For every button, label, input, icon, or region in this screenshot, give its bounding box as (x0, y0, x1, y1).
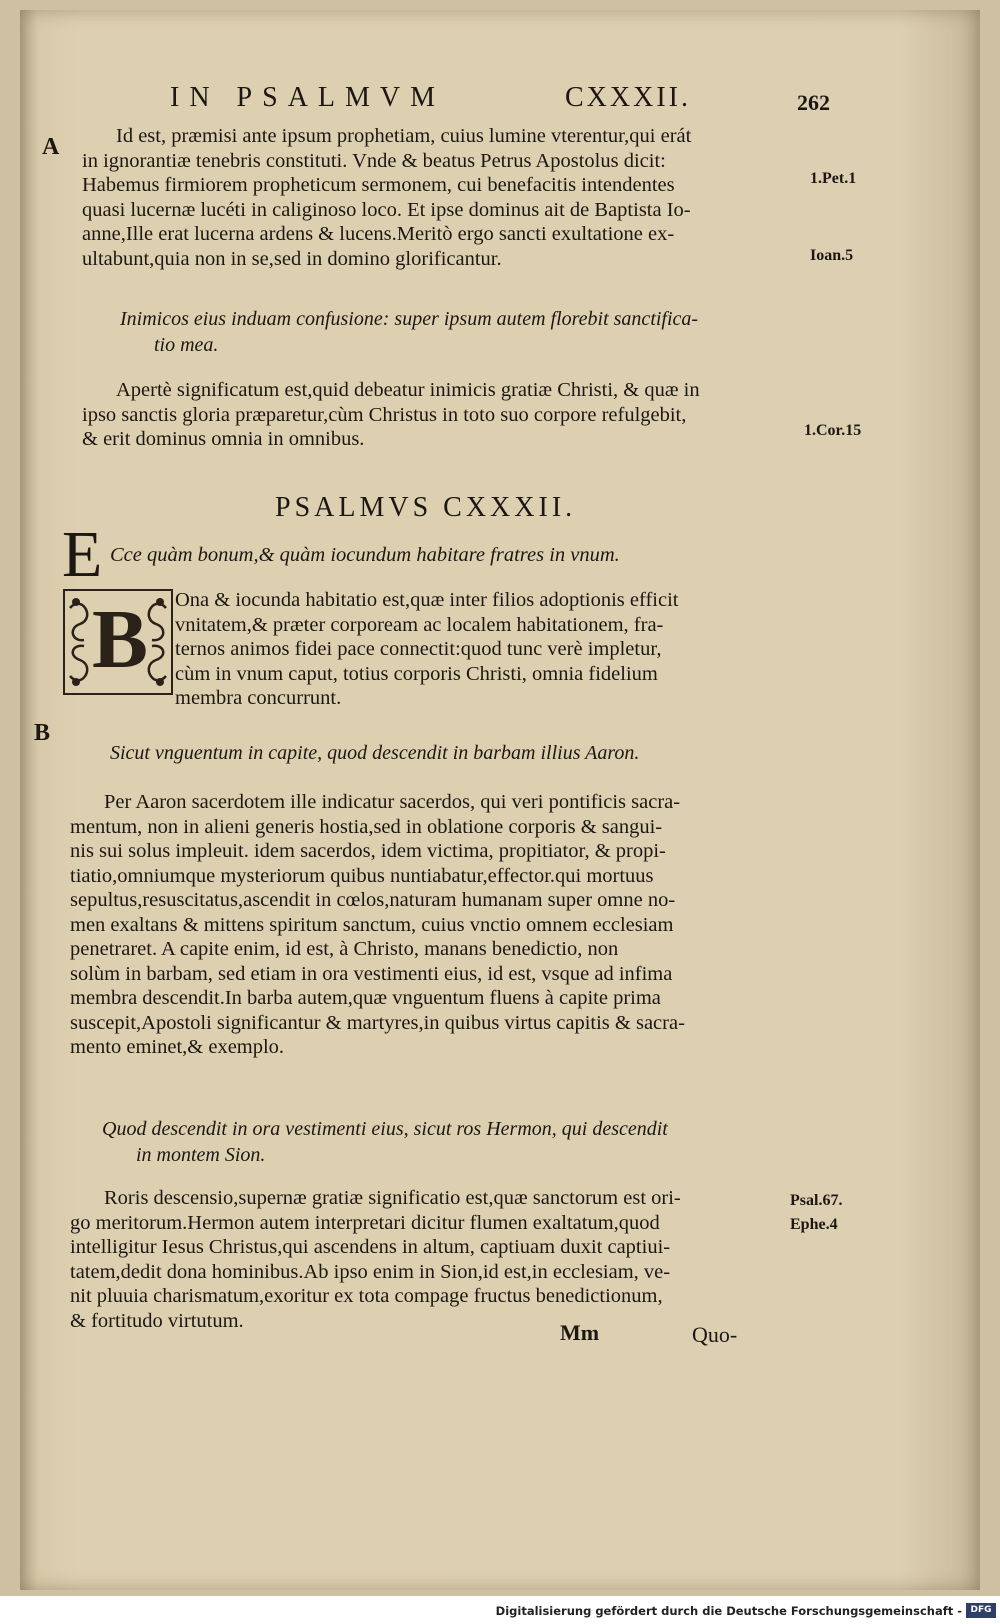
paragraph-4 (70, 790, 822, 1060)
psalm-heading: PSALMVS CXXXII. (275, 492, 577, 523)
running-head-title: IN PSALMVM (170, 82, 446, 113)
text-line: penetraret. A capite enim, id est, à Christo, manans benedictio, non (70, 938, 619, 960)
running-head-psalm-number: CXXXII. (565, 82, 691, 113)
psalm-first-verse: Cce quàm bonum,& quàm iocundum habitare fratres in vnum. (110, 544, 620, 566)
text-line: & erit dominus omnia in omnibus. (82, 428, 365, 450)
text-line: & fortitudo virtutum. (70, 1309, 244, 1332)
text-line: membra descendit.In barba autem,quæ vnguentum fluens à capite prima (70, 987, 661, 1009)
verse-line: tio mea. (154, 334, 219, 356)
signature-mark: Mm (560, 1320, 600, 1345)
verse-2 (110, 740, 810, 766)
verse-3 (102, 1116, 802, 1168)
text-line: vnitatem,& præter corpoream ac localem habitationem, fra- (175, 613, 664, 636)
text-line: cùm in vnum caput, totius corporis Christi, omnia fidelium (175, 662, 658, 685)
text-line: mento eminet,& exemplo. (70, 1036, 285, 1058)
dfg-logo-icon: DFG (966, 1603, 996, 1618)
paragraph-1 (82, 124, 822, 271)
text-line: quasi lucernæ lucéti in caliginoso loco. Et ipse dominus ait de Baptista Io- (82, 198, 691, 221)
verse-line: Sicut vnguentum in capite, quod descendit in barbam illius Aaron. (110, 742, 640, 764)
funding-credit: Digitalisierung gefördert durch die Deutsche Forschungsgemeinschaft - (495, 1604, 962, 1618)
decorated-initial (62, 588, 174, 696)
margin-note-psal: Psal.67. (790, 1192, 843, 1209)
text-line: Id est, præmisi ante ipsum prophetiam, cuius lumine vterentur,qui erát (116, 125, 692, 147)
text-line: ipso sanctis gloria præparetur,cùm Christus in toto suo corpore refulgebit, (82, 403, 687, 426)
book-page (20, 10, 980, 1590)
text-line: solùm in barbam, sed etiam in ora vestimenti eius, id est, vsque ad infima (70, 962, 673, 985)
catchword: Quo- (692, 1322, 738, 1347)
text-line: sepultus,resuscitatus,ascendit in cœlos,naturam humanam super omne no- (70, 889, 676, 911)
margin-note-cor: 1.Cor.15 (804, 422, 862, 439)
text-line: ultabunt,quia non in se,sed in domino glorificantur. (82, 247, 502, 270)
margin-note-pet: 1.Pet.1 (810, 170, 857, 187)
text-line: anne,Ille erat lucerna ardens & lucens.Meritò ergo sancti exultatione ex- (82, 223, 675, 245)
text-line: intelligitur Iesus Christus,qui ascendens in altum, captiuam duxit captiui- (70, 1236, 671, 1258)
running-head (170, 82, 830, 122)
verse-line: in montem Sion. (136, 1144, 266, 1166)
text-line: suscepit,Apostoli significantur & martyres,in quibus virtus capitis & sacra- (70, 1011, 685, 1034)
margin-letter-a: A (42, 134, 60, 160)
folio-number: 262 (797, 90, 830, 115)
text-line: go meritorum.Hermon autem interpretari dicitur flumen exaltatum,quod (70, 1211, 660, 1234)
margin-letter-b: B (34, 720, 51, 746)
paragraph-2 (82, 378, 822, 452)
text-line: Per Aaron sacerdotem ille indicatur sacerdos, qui veri pontificis sacra- (104, 791, 681, 813)
initial-letter-e: E (62, 518, 103, 591)
verse-1 (120, 306, 820, 358)
text-line: tatem,dedit dona hominibus.Ab ipso enim in Sion,id est,in ecclesiam, ve- (70, 1260, 671, 1283)
paragraph-5 (70, 1186, 782, 1333)
text-line: Habemus firmiorem propheticum sermonem, cui benefacitis intendentes (82, 174, 675, 196)
text-line: membra concurrunt. (175, 687, 342, 709)
text-line: Ona & iocunda habitatio est,quæ inter filios adoptionis efficit (175, 589, 679, 611)
drop-cap-letter: B (92, 593, 149, 686)
digitization-footer (0, 1598, 1000, 1624)
text-line: nis sui solus impleuit. idem sacerdos, idem victima, propitiator, & propi- (70, 840, 666, 862)
text-line: men exaltans & mittens spiritum sanctum, cuius vnctio omnem ecclesiam (70, 913, 674, 936)
text-line: in ignorantiæ tenebris constituti. Vnde & beatus Petrus Apostolus dicit: (82, 149, 666, 172)
text-line: Roris descensio,supernæ gratiæ significatio est,quæ sanctorum est ori- (104, 1187, 681, 1209)
text-line: nit pluuia charismatum,exoritur ex tota compage fructus benedictionum, (70, 1285, 663, 1307)
verse-line: Quod descendit in ora vestimenti eius, sicut ros Hermon, qui descendit (102, 1118, 668, 1140)
text-line: mentum, non in alieni generis hostia,sed in oblatione corporis & sangui- (70, 815, 663, 838)
verse-line: Inimicos eius induam confusione: super ipsum autem florebit sanctifica- (120, 308, 699, 330)
margin-note-ioan: Ioan.5 (810, 247, 854, 264)
paragraph-3 (175, 588, 815, 711)
text-line: Apertè significatum est,quid debeatur inimicis gratiæ Christi, & quæ in (116, 379, 700, 401)
text-line: tiatio,omniumque mysteriorum quibus nuntiabatur,effector.qui mortuus (70, 864, 654, 887)
margin-note-ephe: Ephe.4 (790, 1216, 838, 1233)
text-line: ternos animos fidei pace connectit:quod tunc verè impletur, (175, 638, 662, 660)
